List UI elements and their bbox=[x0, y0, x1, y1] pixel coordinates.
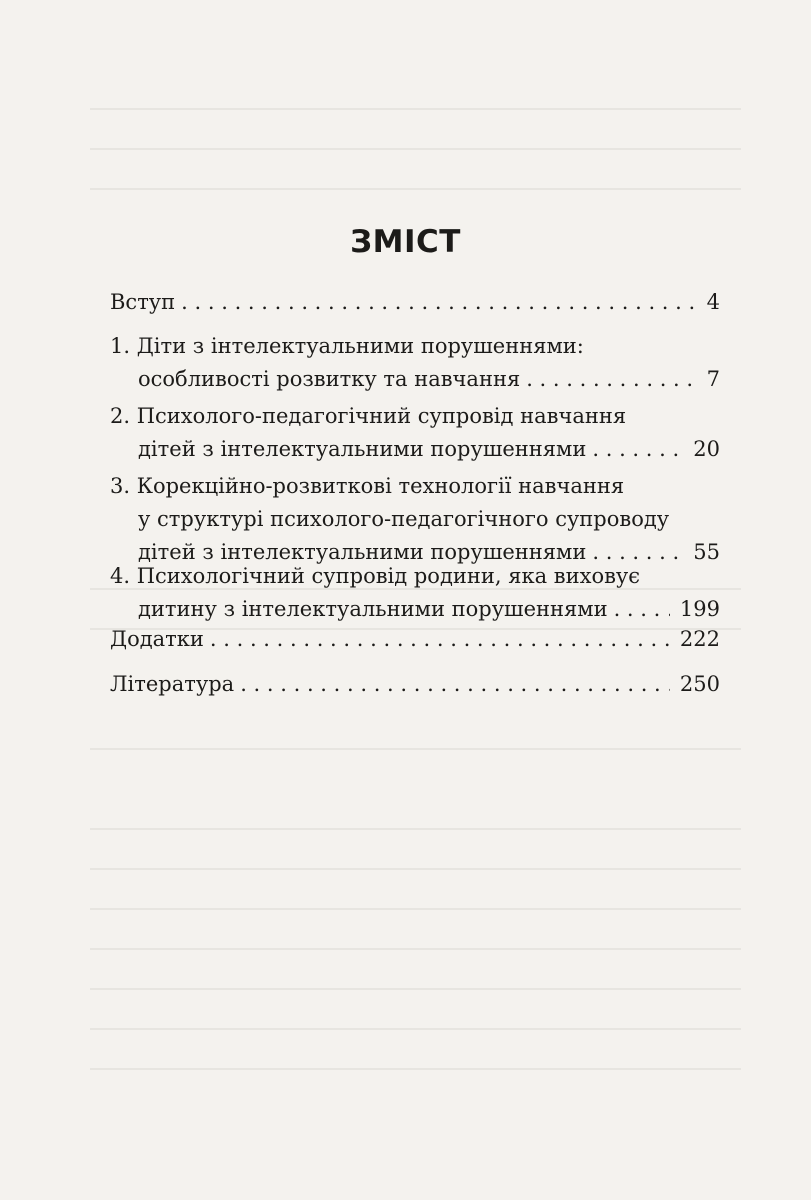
toc-entry-title: Додатки bbox=[110, 627, 204, 651]
bleed-through bbox=[90, 828, 741, 830]
toc-entry-title: Вступ bbox=[110, 290, 176, 314]
toc-entry-line bbox=[110, 286, 720, 319]
toc-page-number: 250 bbox=[679, 672, 720, 696]
bleed-through bbox=[90, 748, 741, 750]
toc-entry-title: дітей з інтелектуальними порушеннями bbox=[138, 540, 587, 564]
leader-dots bbox=[240, 668, 670, 701]
toc-entry-title: Література bbox=[110, 672, 235, 696]
bleed-through bbox=[90, 868, 741, 870]
toc-page-number: 20 bbox=[693, 437, 720, 461]
leader-dots bbox=[210, 623, 670, 656]
toc-entry-line bbox=[110, 623, 720, 656]
toc-entry-references bbox=[110, 668, 720, 701]
toc-entry-appendix bbox=[110, 623, 720, 656]
bleed-through bbox=[90, 108, 741, 110]
toc-entry-title: дитину з інтелектуальними порушеннями bbox=[138, 597, 608, 621]
toc-entry-chapter-1 bbox=[110, 330, 720, 396]
bleed-through bbox=[90, 908, 741, 910]
toc-entry-title: дітей з інтелектуальними порушеннями bbox=[138, 437, 587, 461]
toc-entry-line bbox=[110, 668, 720, 701]
toc-entry-title: 4. Психологічний супровід родини, яка виховує bbox=[110, 564, 641, 588]
toc-page-number: 222 bbox=[679, 627, 720, 651]
toc-entry-title: у структурі психолого-педагогічного супроводу bbox=[138, 507, 670, 531]
toc-entry-line bbox=[110, 363, 720, 396]
bleed-through bbox=[90, 188, 741, 190]
toc-entry-intro bbox=[110, 286, 720, 319]
leader-dots bbox=[614, 593, 670, 626]
bleed-through bbox=[90, 1028, 741, 1030]
toc-entry-title: 2. Психолого-педагогічний супровід навчання bbox=[110, 404, 627, 428]
bleed-through bbox=[90, 148, 741, 150]
page-title: ЗМІСТ bbox=[350, 224, 461, 260]
toc-entry-title: 1. Діти з інтелектуальними порушеннями: bbox=[110, 334, 584, 358]
toc-entry-title: 3. Корекційно-розвиткові технології навчання bbox=[110, 474, 625, 498]
toc-entry-chapter-3 bbox=[110, 470, 720, 569]
toc-page-number: 199 bbox=[679, 597, 720, 621]
toc-page-number: 7 bbox=[706, 367, 720, 391]
leader-dots bbox=[526, 363, 696, 396]
leader-dots bbox=[181, 286, 696, 319]
bleed-through bbox=[90, 988, 741, 990]
toc-entry-title: особливості розвитку та навчання bbox=[138, 367, 521, 391]
bleed-through bbox=[90, 1068, 741, 1070]
toc-entry-chapter-2 bbox=[110, 400, 720, 466]
toc-page-number: 55 bbox=[693, 540, 720, 564]
toc-entry-line bbox=[110, 433, 720, 466]
bleed-through bbox=[90, 948, 741, 950]
toc-page-number: 4 bbox=[706, 290, 720, 314]
leader-dots bbox=[592, 433, 683, 466]
toc-entry-chapter-4 bbox=[110, 560, 720, 626]
toc-entry-line bbox=[110, 593, 720, 626]
